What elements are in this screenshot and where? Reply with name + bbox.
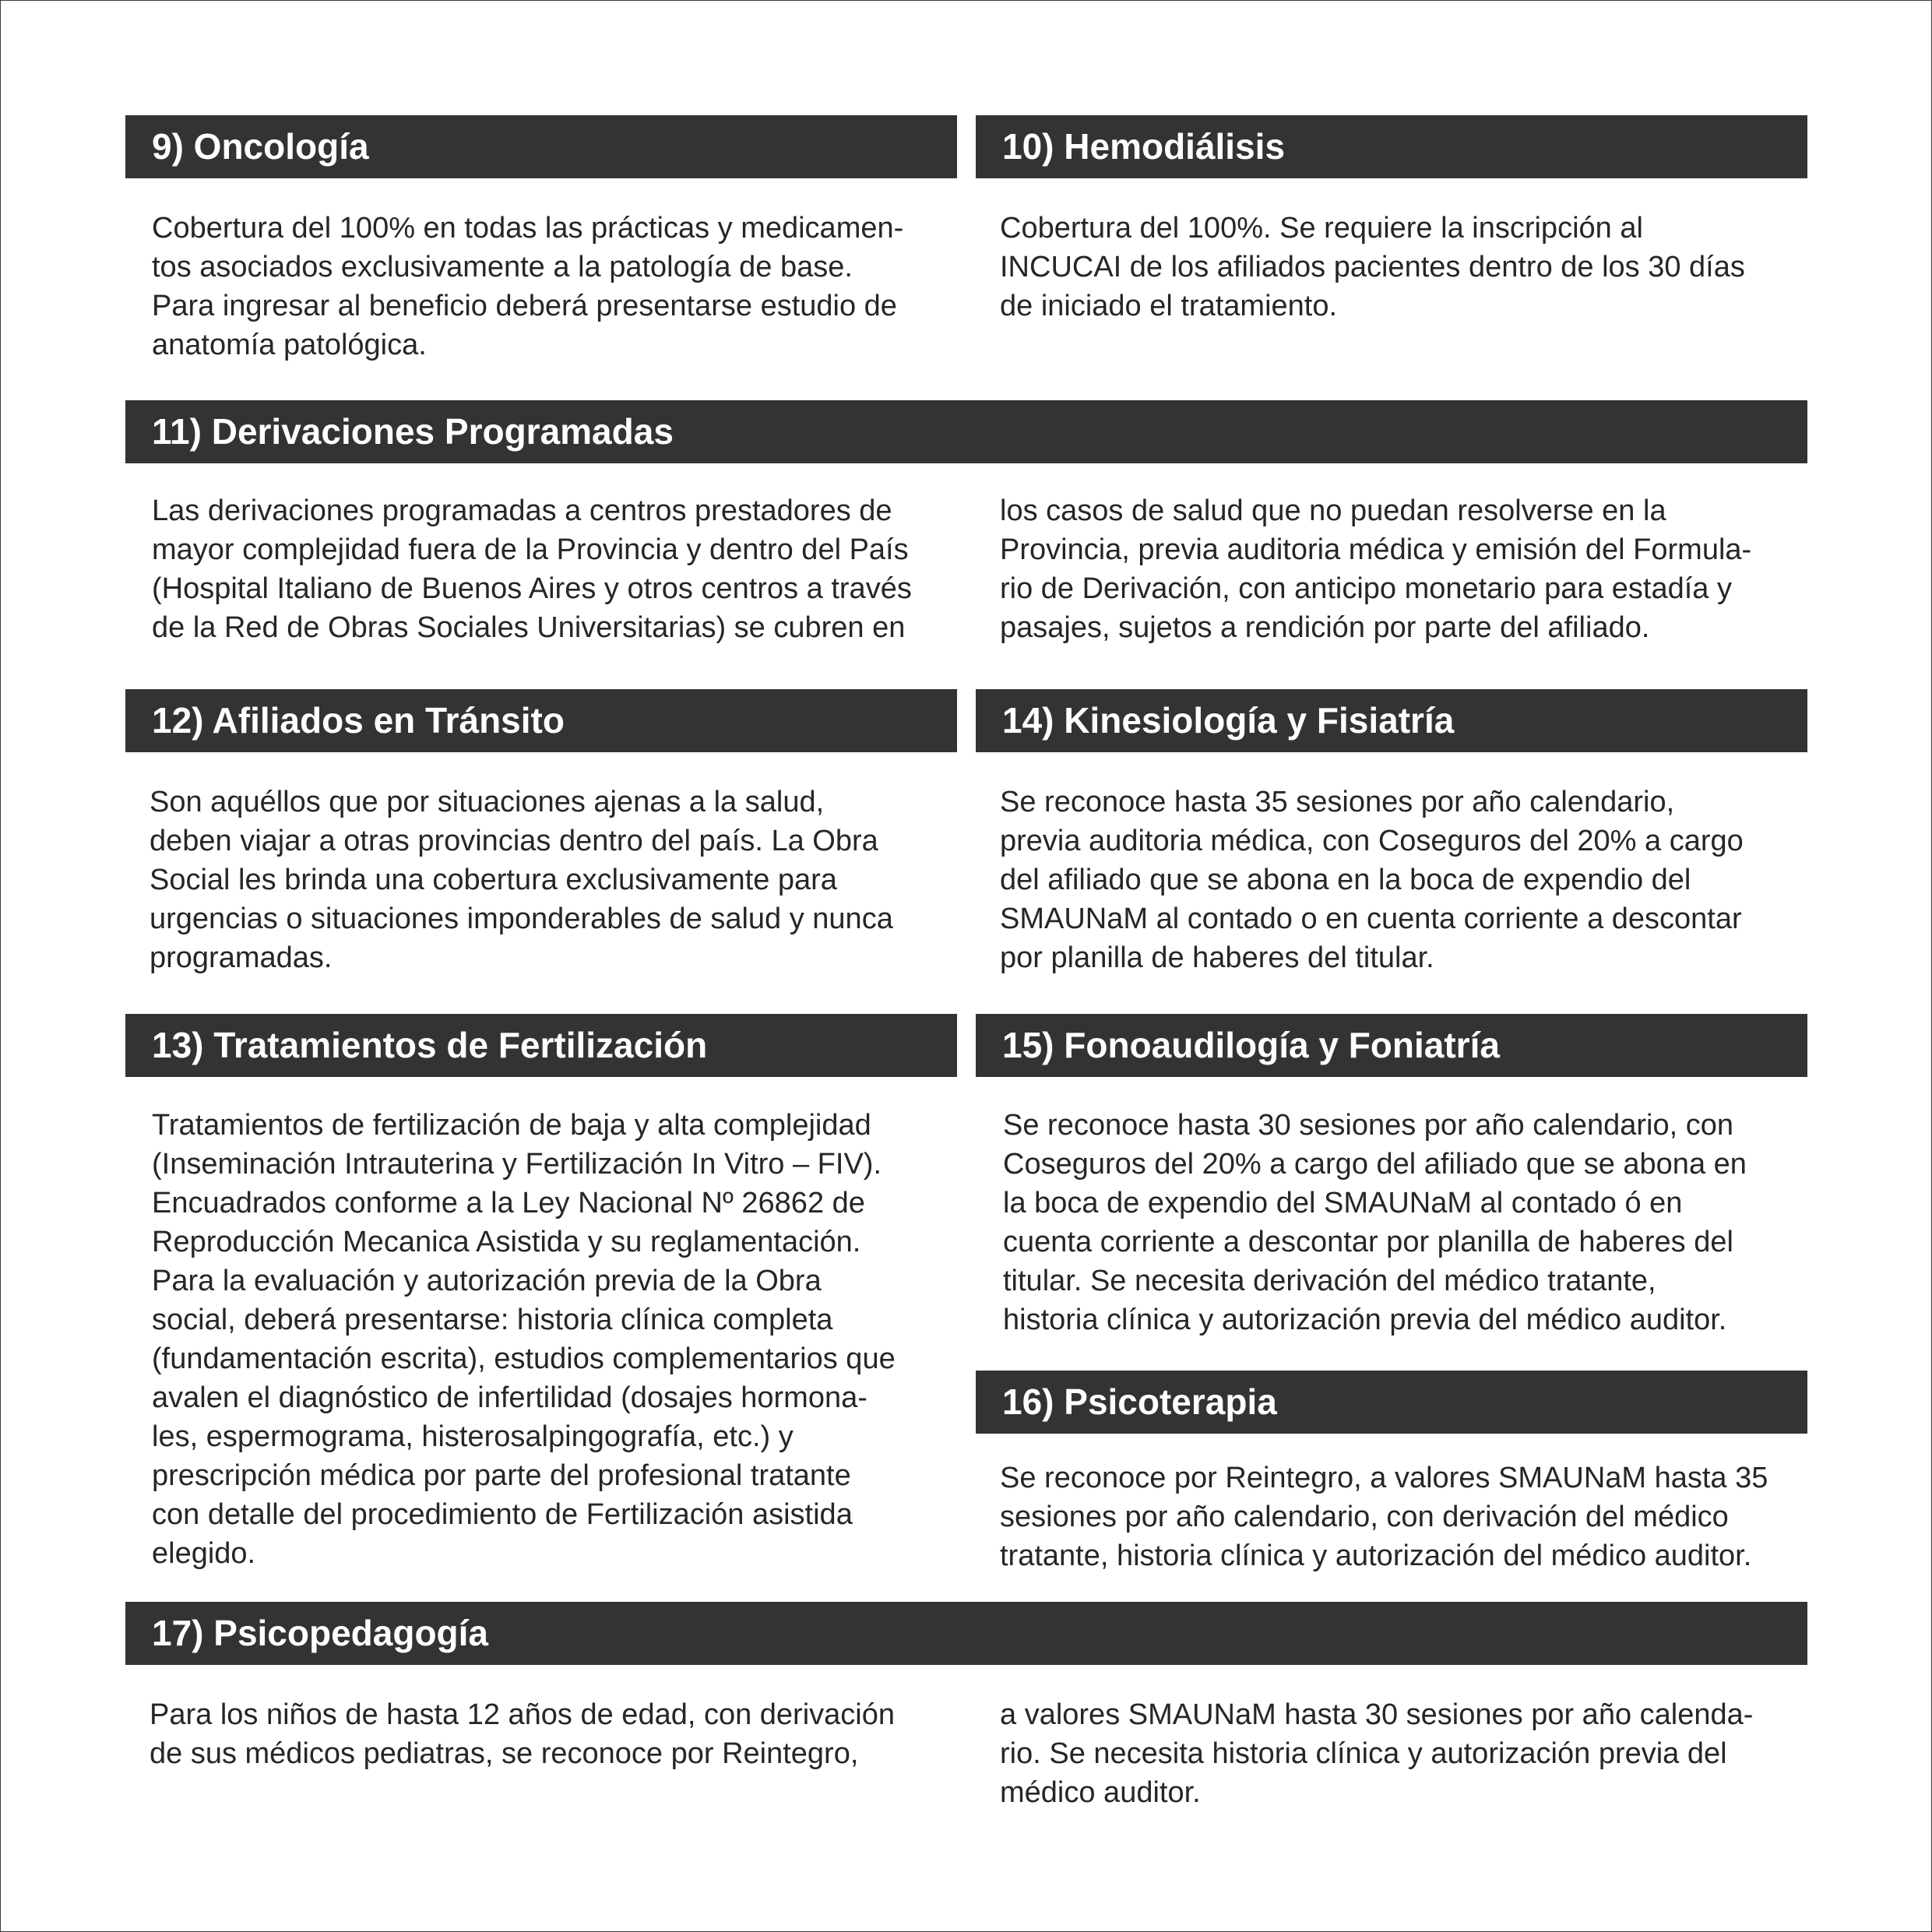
text-line: mayor complejidad fuera de la Provincia y dentro del País [152,533,909,566]
text-line: Para la evaluación y autorización previa de la Obra [152,1265,822,1297]
section-12-header: 12) Afiliados en Tránsito [125,689,957,752]
section-15-body [1003,1106,1747,1339]
text-line: Son aquéllos que por situaciones ajenas a la salud, [150,786,825,818]
text-line: Coseguros del 20% a cargo del afiliado que se abona en [1003,1148,1747,1181]
text-line: Para los niños de hasta 12 años de edad, con derivación [150,1698,895,1731]
section-16-body [1000,1459,1768,1575]
text-line: Las derivaciones programadas a centros prestadores de [152,494,892,527]
section-9-body [152,209,903,364]
text-line: tos asociados exclusivamente a la patología de base. [152,251,853,283]
section-12-body [150,783,893,977]
text-line: los casos de salud que no puedan resolverse en la [1000,494,1666,527]
section-14-header: 14) Kinesiología y Fisiatría [976,689,1807,752]
text-line: cuenta corriente a descontar por planilla de haberes del [1003,1226,1733,1258]
section-17-body-right [1000,1695,1753,1812]
text-line: médico auditor. [1000,1776,1201,1809]
text-line: SMAUNaM al contado o en cuenta corriente a descontar [1000,903,1742,935]
text-line: rio. Se necesita historia clínica y autorización previa del [1000,1737,1727,1770]
text-line: les, espermograma, histerosalpingografía, etc.) y [152,1420,794,1453]
section-17-header: 17) Psicopedagogía [125,1602,1807,1665]
text-line: social, deberá presentarse: historia clínica completa [152,1304,833,1336]
text-line: historia clínica y autorización previa del médico auditor. [1003,1304,1727,1336]
section-13-header: 13) Tratamientos de Fertilización [125,1014,957,1077]
section-10-header: 10) Hemodiálisis [976,115,1807,178]
text-line: Encuadrados conforme a la Ley Nacional Nº 26862 de [152,1187,865,1219]
text-line: de iniciado el tratamiento. [1000,290,1338,322]
text-line: Reproducción Mecanica Asistida y su reglamentación. [152,1226,861,1258]
text-line: (fundamentación escrita), estudios complementarios que [152,1343,896,1375]
text-line: Para ingresar al beneficio deberá presentarse estudio de [152,290,897,322]
text-line: (Inseminación Intrauterina y Fertilización In Vitro – FIV). [152,1148,882,1181]
text-line: anatomía patológica. [152,329,427,361]
text-line: titular. Se necesita derivación del médico tratante, [1003,1265,1656,1297]
text-line: Cobertura del 100%. Se requiere la inscripción al [1000,212,1643,245]
section-13-body [152,1106,896,1573]
text-line: la boca de expendio del SMAUNaM al contado ó en [1003,1187,1683,1219]
section-15-header: 15) Fonoaudilogía y Foniatría [976,1014,1807,1077]
text-line: Tratamientos de fertilización de baja y alta complejidad [152,1109,871,1142]
section-9-header: 9) Oncología [125,115,957,178]
text-line: pasajes, sujetos a rendición por parte del afiliado. [1000,611,1650,644]
section-16-header: 16) Psicoterapia [976,1371,1807,1434]
text-line: Se reconoce hasta 35 sesiones por año calendario, [1000,786,1675,818]
text-line: Social les brinda una cobertura exclusivamente para [150,864,837,896]
text-line: urgencias o situaciones imponderables de salud y nunca [150,903,893,935]
text-line: elegido. [152,1537,256,1570]
section-17-body-left [150,1695,895,1773]
text-line: rio de Derivación, con anticipo monetario para estadía y [1000,572,1732,605]
text-line: por planilla de haberes del titular. [1000,941,1434,974]
text-line: de la Red de Obras Sociales Universitarias) se cubren en [152,611,906,644]
text-line: prescripción médica por parte del profesional tratante [152,1459,851,1492]
text-line: sesiones por año calendario, con derivación del médico [1000,1501,1729,1533]
text-line: tratante, historia clínica y autorización del médico auditor. [1000,1540,1752,1572]
section-11-body-left [152,491,912,647]
text-line: del afiliado que se abona en la boca de expendio del [1000,864,1691,896]
section-11-body-right [1000,491,1751,647]
text-line: deben viajar a otras provincias dentro del país. La Obra [150,825,878,857]
text-line: INCUCAI de los afiliados pacientes dentro de los 30 días [1000,251,1745,283]
section-14-body [1000,783,1744,977]
text-line: con detalle del procedimiento de Fertilización asistida [152,1498,853,1531]
section-11-header: 11) Derivaciones Programadas [125,400,1807,463]
text-line: (Hospital Italiano de Buenos Aires y otros centros a través [152,572,912,605]
text-line: Provincia, previa auditoria médica y emisión del Formula- [1000,533,1752,566]
text-line: Se reconoce hasta 30 sesiones por año calendario, con [1003,1109,1733,1142]
text-line: Se reconoce por Reintegro, a valores SMAUNaM hasta 35 [1000,1462,1768,1494]
text-line: a valores SMAUNaM hasta 30 sesiones por año calenda- [1000,1698,1754,1731]
text-line: previa auditoria médica, con Coseguros del 20% a cargo [1000,825,1744,857]
section-10-body [1000,209,1745,326]
text-line: avalen el diagnóstico de infertilidad (dosajes hormona- [152,1381,867,1414]
text-line: de sus médicos pediatras, se reconoce por Reintegro, [150,1737,859,1770]
text-line: programadas. [150,941,333,974]
text-line: Cobertura del 100% en todas las prácticas y medicamen- [152,212,904,245]
